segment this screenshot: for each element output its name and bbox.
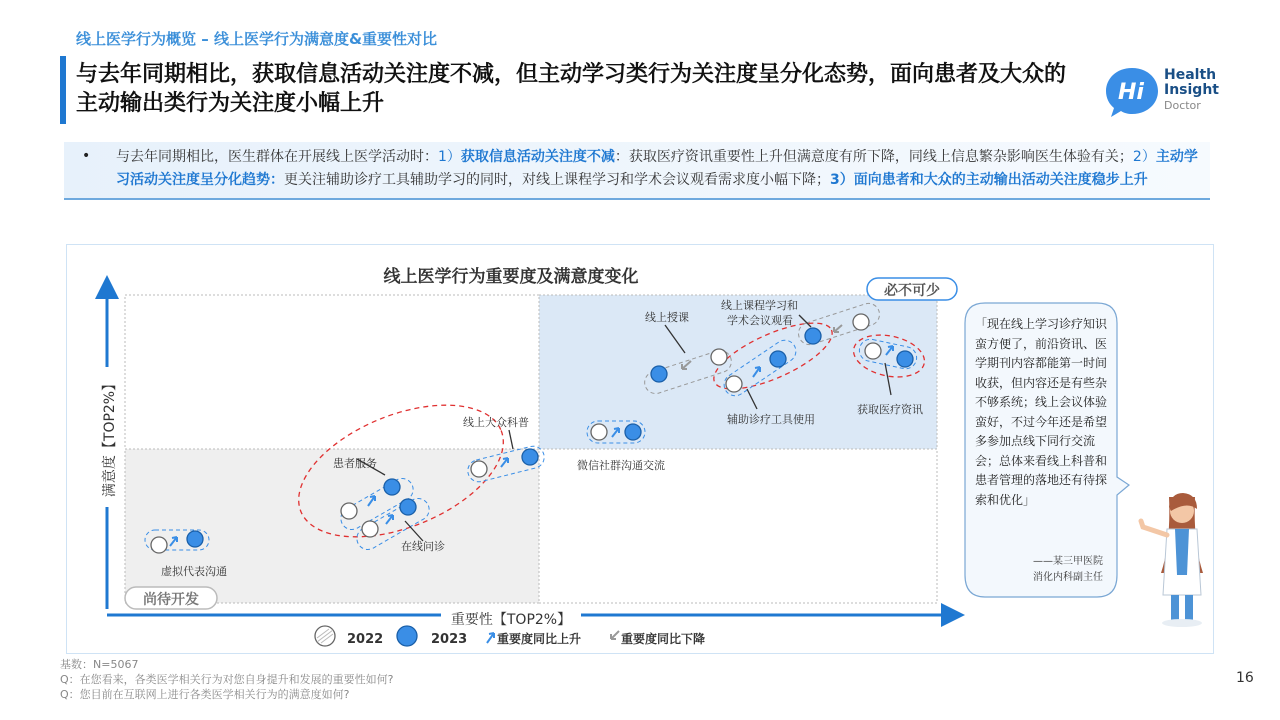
logo-line1: Health bbox=[1164, 67, 1217, 83]
legend-up-label: 重要度同比上升 bbox=[497, 632, 582, 646]
matrix-chart bbox=[67, 245, 1213, 653]
summary-text bbox=[116, 146, 1210, 192]
logo-mark: Hi bbox=[1118, 80, 1144, 105]
breadcrumb: 线上医学行为概览 – 线上医学行为满意度&重要性对比 bbox=[76, 30, 438, 48]
summary-num-2: 2） bbox=[1132, 149, 1156, 165]
dot-2023 bbox=[651, 366, 667, 382]
dot-2022 bbox=[726, 376, 742, 392]
label-wechat-group: 微信社群沟通交流 bbox=[577, 459, 665, 472]
chart-panel bbox=[66, 244, 1214, 654]
summary-box bbox=[64, 142, 1210, 200]
label-online-consult: 在线问诊 bbox=[401, 540, 445, 553]
dot-2022 bbox=[151, 537, 167, 553]
summary-highlight-3: 3）面向患者和大众的主动输出活动关注度稳步上升 bbox=[830, 172, 1148, 188]
summary-num-1: 1） bbox=[438, 149, 461, 165]
legend bbox=[315, 626, 705, 647]
logo-line2: Insight bbox=[1164, 82, 1219, 98]
doctor-leg-left bbox=[1171, 595, 1179, 621]
page-number: 16 bbox=[1236, 670, 1254, 686]
dot-2023 bbox=[400, 499, 416, 515]
logo-text bbox=[1164, 68, 1219, 113]
tag-undeveloped: 尚待开发 bbox=[143, 592, 199, 608]
dot-2023 bbox=[522, 449, 538, 465]
y-axis-label: 满意度【TOP2%】 bbox=[102, 376, 118, 498]
dot-2023 bbox=[805, 328, 821, 344]
summary-highlight-2: 主动学习活动关注度呈分化趋势： bbox=[116, 149, 1198, 188]
legend-2022-label: 2022 bbox=[347, 632, 384, 647]
quote-bubble bbox=[965, 303, 1129, 597]
footnote-q2: Q：您目前在互联网上进行各类医学相关行为的满意度如何? bbox=[60, 688, 350, 701]
doctor-leg-right bbox=[1185, 595, 1193, 621]
label-medical-news: 获取医疗资讯 bbox=[857, 403, 923, 416]
doctor-illustration bbox=[1141, 493, 1203, 627]
legend-down-label: 重要度同比下降 bbox=[621, 632, 706, 646]
legend-up-icon bbox=[487, 633, 494, 643]
dot-2022 bbox=[362, 521, 378, 537]
summary-bullet: • bbox=[82, 148, 91, 164]
dot-2022 bbox=[341, 503, 357, 519]
dot-2023 bbox=[187, 531, 203, 547]
doctor-shadow bbox=[1162, 619, 1202, 627]
footnote-q1: Q：在您看来，各类医学相关行为对您自身提升和发展的重要性如何? bbox=[60, 673, 394, 686]
dot-2023 bbox=[770, 351, 786, 367]
legend-2023-label: 2023 bbox=[431, 632, 468, 647]
dot-2022 bbox=[711, 349, 727, 365]
label-patient-service: 患者服务 bbox=[333, 457, 377, 470]
summary-part-2: ：获取医疗资讯重要性上升但满意度有所下降，同线上信息繁杂影响医生体验有关； bbox=[614, 149, 1133, 165]
doctor-arm bbox=[1141, 521, 1167, 535]
page-title: 与去年同期相比，获取信息活动关注度不减，但主动学习类行为关注度呈分化态势，面向患者及大众的主动输出类行为关注度小幅上升 bbox=[76, 62, 1067, 116]
dot-2023 bbox=[897, 351, 913, 367]
quadrant-bottom-right bbox=[539, 449, 937, 603]
title-accent-bar bbox=[60, 56, 66, 124]
summary-part-3: 更关注辅助诊疗工具辅助学习的同时，对线上课程学习和学术会议观看需求度小幅下降； bbox=[284, 172, 830, 188]
dot-2022 bbox=[591, 424, 607, 440]
quote-text-wrap bbox=[975, 315, 1109, 555]
dot-2022 bbox=[865, 343, 881, 359]
quote-text: 「现在线上学习诊疗知识蛮方便了，前沿资讯、医学期刊内容都能第一时间收获，但内容还是有些杂不够系统；线上会议体验蛮好，不过今年还是希望多参加点线下同行交流会；总体来看线上科普和患者管理的落地还有待探索和优化」 bbox=[975, 317, 1108, 507]
chart-title: 线上医学行为重要度及满意度变化 bbox=[383, 267, 639, 287]
summary-part-1: 与去年同期相比，医生群体在开展线上医学活动时： bbox=[116, 149, 438, 165]
quote-source-1: ——某三甲医院 bbox=[1033, 556, 1103, 567]
legend-down-icon bbox=[611, 631, 619, 639]
dot-2022 bbox=[471, 461, 487, 477]
footnote-base: 基数：N=5067 bbox=[60, 658, 139, 671]
dot-2023 bbox=[384, 479, 400, 495]
legend-2023-swatch bbox=[397, 626, 417, 646]
footnotes bbox=[60, 657, 394, 702]
label-public-education: 线上大众科普 bbox=[463, 416, 529, 429]
quote-source-2: 消化内科副主任 bbox=[1033, 572, 1103, 583]
tag-essential: 必不可少 bbox=[884, 283, 940, 299]
label-courses-conferences-1: 线上课程学习和 bbox=[721, 299, 798, 312]
label-virtual-rep: 虚拟代表沟通 bbox=[161, 565, 227, 578]
label-online-teaching: 线上授课 bbox=[645, 311, 689, 324]
label-courses-conferences-2: 学术会议观看 bbox=[727, 314, 793, 327]
label-diagnosis-tools: 辅助诊疗工具使用 bbox=[727, 413, 815, 426]
dot-2022 bbox=[853, 314, 869, 330]
x-axis-label: 重要性【TOP2%】 bbox=[450, 612, 572, 628]
logo-line3: Doctor bbox=[1164, 99, 1201, 112]
dot-2023 bbox=[625, 424, 641, 440]
doctor-shirt bbox=[1175, 529, 1189, 575]
summary-highlight-1: 获取信息活动关注度不减 bbox=[460, 149, 615, 165]
